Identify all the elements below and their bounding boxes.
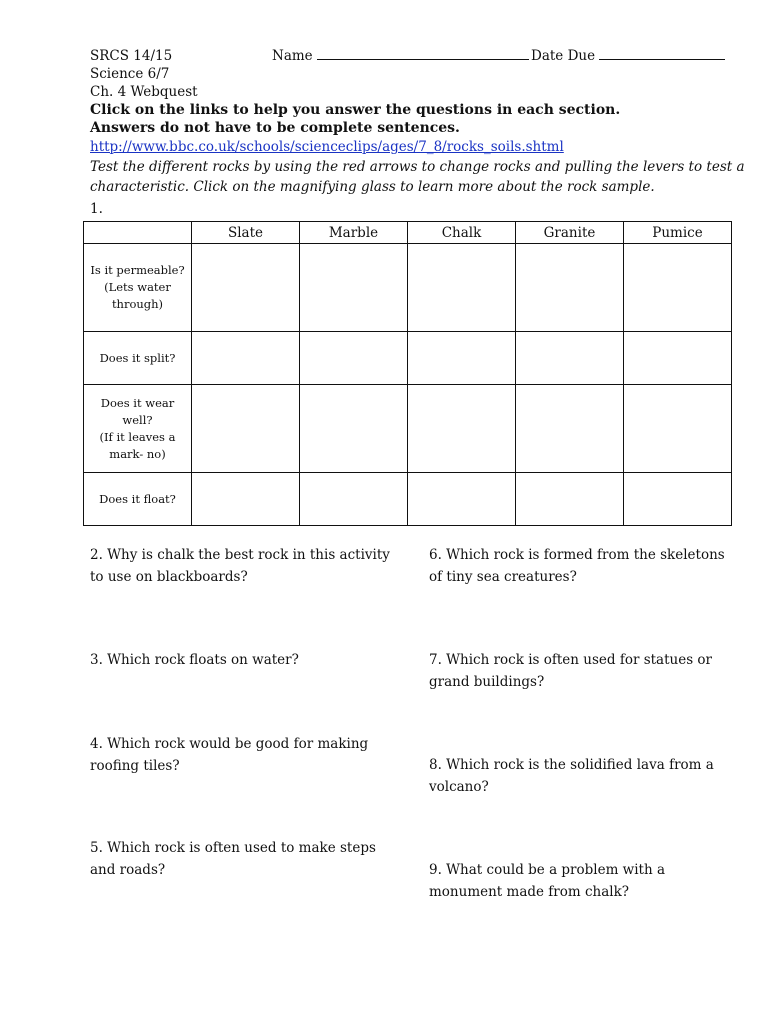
question-6: 6. Which rock is formed from the skeletons of tiny sea creatures? <box>429 547 725 585</box>
table-row <box>84 385 732 473</box>
answer-cell[interactable] <box>192 244 300 332</box>
italic-instruction-2: characteristic. Click on the magnifying glass to learn more about the rock sample. <box>90 179 655 195</box>
row-label-split: Does it split? <box>84 332 192 385</box>
column-header-pumice: Pumice <box>624 222 732 244</box>
answer-cell[interactable] <box>516 244 624 332</box>
question-2: 2. Why is chalk the best rock in this activity to use on blackboards? <box>90 547 390 585</box>
answer-cell[interactable] <box>300 244 408 332</box>
section-1-number: 1. <box>90 201 103 217</box>
table-row <box>84 332 732 385</box>
class-name: Science 6/7 <box>90 66 170 82</box>
instruction-line-1: Click on the links to help you answer the questions in each section. <box>90 102 621 118</box>
table-header-row <box>84 222 732 244</box>
table-row <box>84 244 732 332</box>
row-label-permeable: Is it permeable? (Lets water through) <box>84 244 192 332</box>
name-blank[interactable] <box>317 48 529 60</box>
answer-cell[interactable] <box>516 385 624 473</box>
question-8: 8. Which rock is the solidified lava from a volcano? <box>429 757 714 795</box>
name-label: Name <box>272 48 313 64</box>
unit-title: Ch. 4 Webquest <box>90 84 198 100</box>
answer-cell[interactable] <box>624 473 732 526</box>
table-corner-cell <box>84 222 192 244</box>
table-row <box>84 473 732 526</box>
question-7: 7. Which rock is often used for statues or grand buildings? <box>429 652 713 690</box>
instruction-line-2: Answers do not have to be complete sentences. <box>90 120 460 136</box>
column-header-slate: Slate <box>192 222 300 244</box>
answer-cell[interactable] <box>516 473 624 526</box>
question-3: 3. Which rock floats on water? <box>90 652 299 668</box>
answer-cell[interactable] <box>624 244 732 332</box>
answer-cell[interactable] <box>408 244 516 332</box>
date-due-blank[interactable] <box>599 48 725 60</box>
italic-instruction-1: Test the different rocks by using the red arrows to change rocks and pulling the levers to test a <box>90 159 745 175</box>
question-5: 5. Which rock is often used to make steps and roads? <box>90 840 376 878</box>
answer-cell[interactable] <box>516 332 624 385</box>
answer-cell[interactable] <box>408 332 516 385</box>
row-label-wear: Does it wear well? (If it leaves a mark- no) <box>84 385 192 473</box>
date-due-label: Date Due <box>531 48 596 64</box>
answer-cell[interactable] <box>300 385 408 473</box>
answer-cell[interactable] <box>624 332 732 385</box>
answer-cell[interactable] <box>408 385 516 473</box>
question-4: 4. Which rock would be good for making roofing tiles? <box>90 736 369 774</box>
answer-cell[interactable] <box>192 332 300 385</box>
answer-cell[interactable] <box>300 473 408 526</box>
column-header-chalk: Chalk <box>408 222 516 244</box>
bbc-rocks-link[interactable]: http://www.bbc.co.uk/schools/scienceclips/ages/7_8/rocks_soils.shtml <box>90 139 564 155</box>
column-header-marble: Marble <box>300 222 408 244</box>
answer-cell[interactable] <box>624 385 732 473</box>
answer-cell[interactable] <box>300 332 408 385</box>
answer-cell[interactable] <box>408 473 516 526</box>
answer-cell[interactable] <box>192 385 300 473</box>
answer-cell[interactable] <box>192 473 300 526</box>
name-field[interactable] <box>272 48 529 65</box>
row-label-float: Does it float? <box>84 473 192 526</box>
rock-test-table <box>83 221 732 526</box>
column-header-granite: Granite <box>516 222 624 244</box>
date-due-field[interactable] <box>531 48 725 65</box>
course-code: SRCS 14/15 <box>90 48 173 64</box>
question-9: 9. What could be a problem with a monument made from chalk? <box>429 862 665 900</box>
